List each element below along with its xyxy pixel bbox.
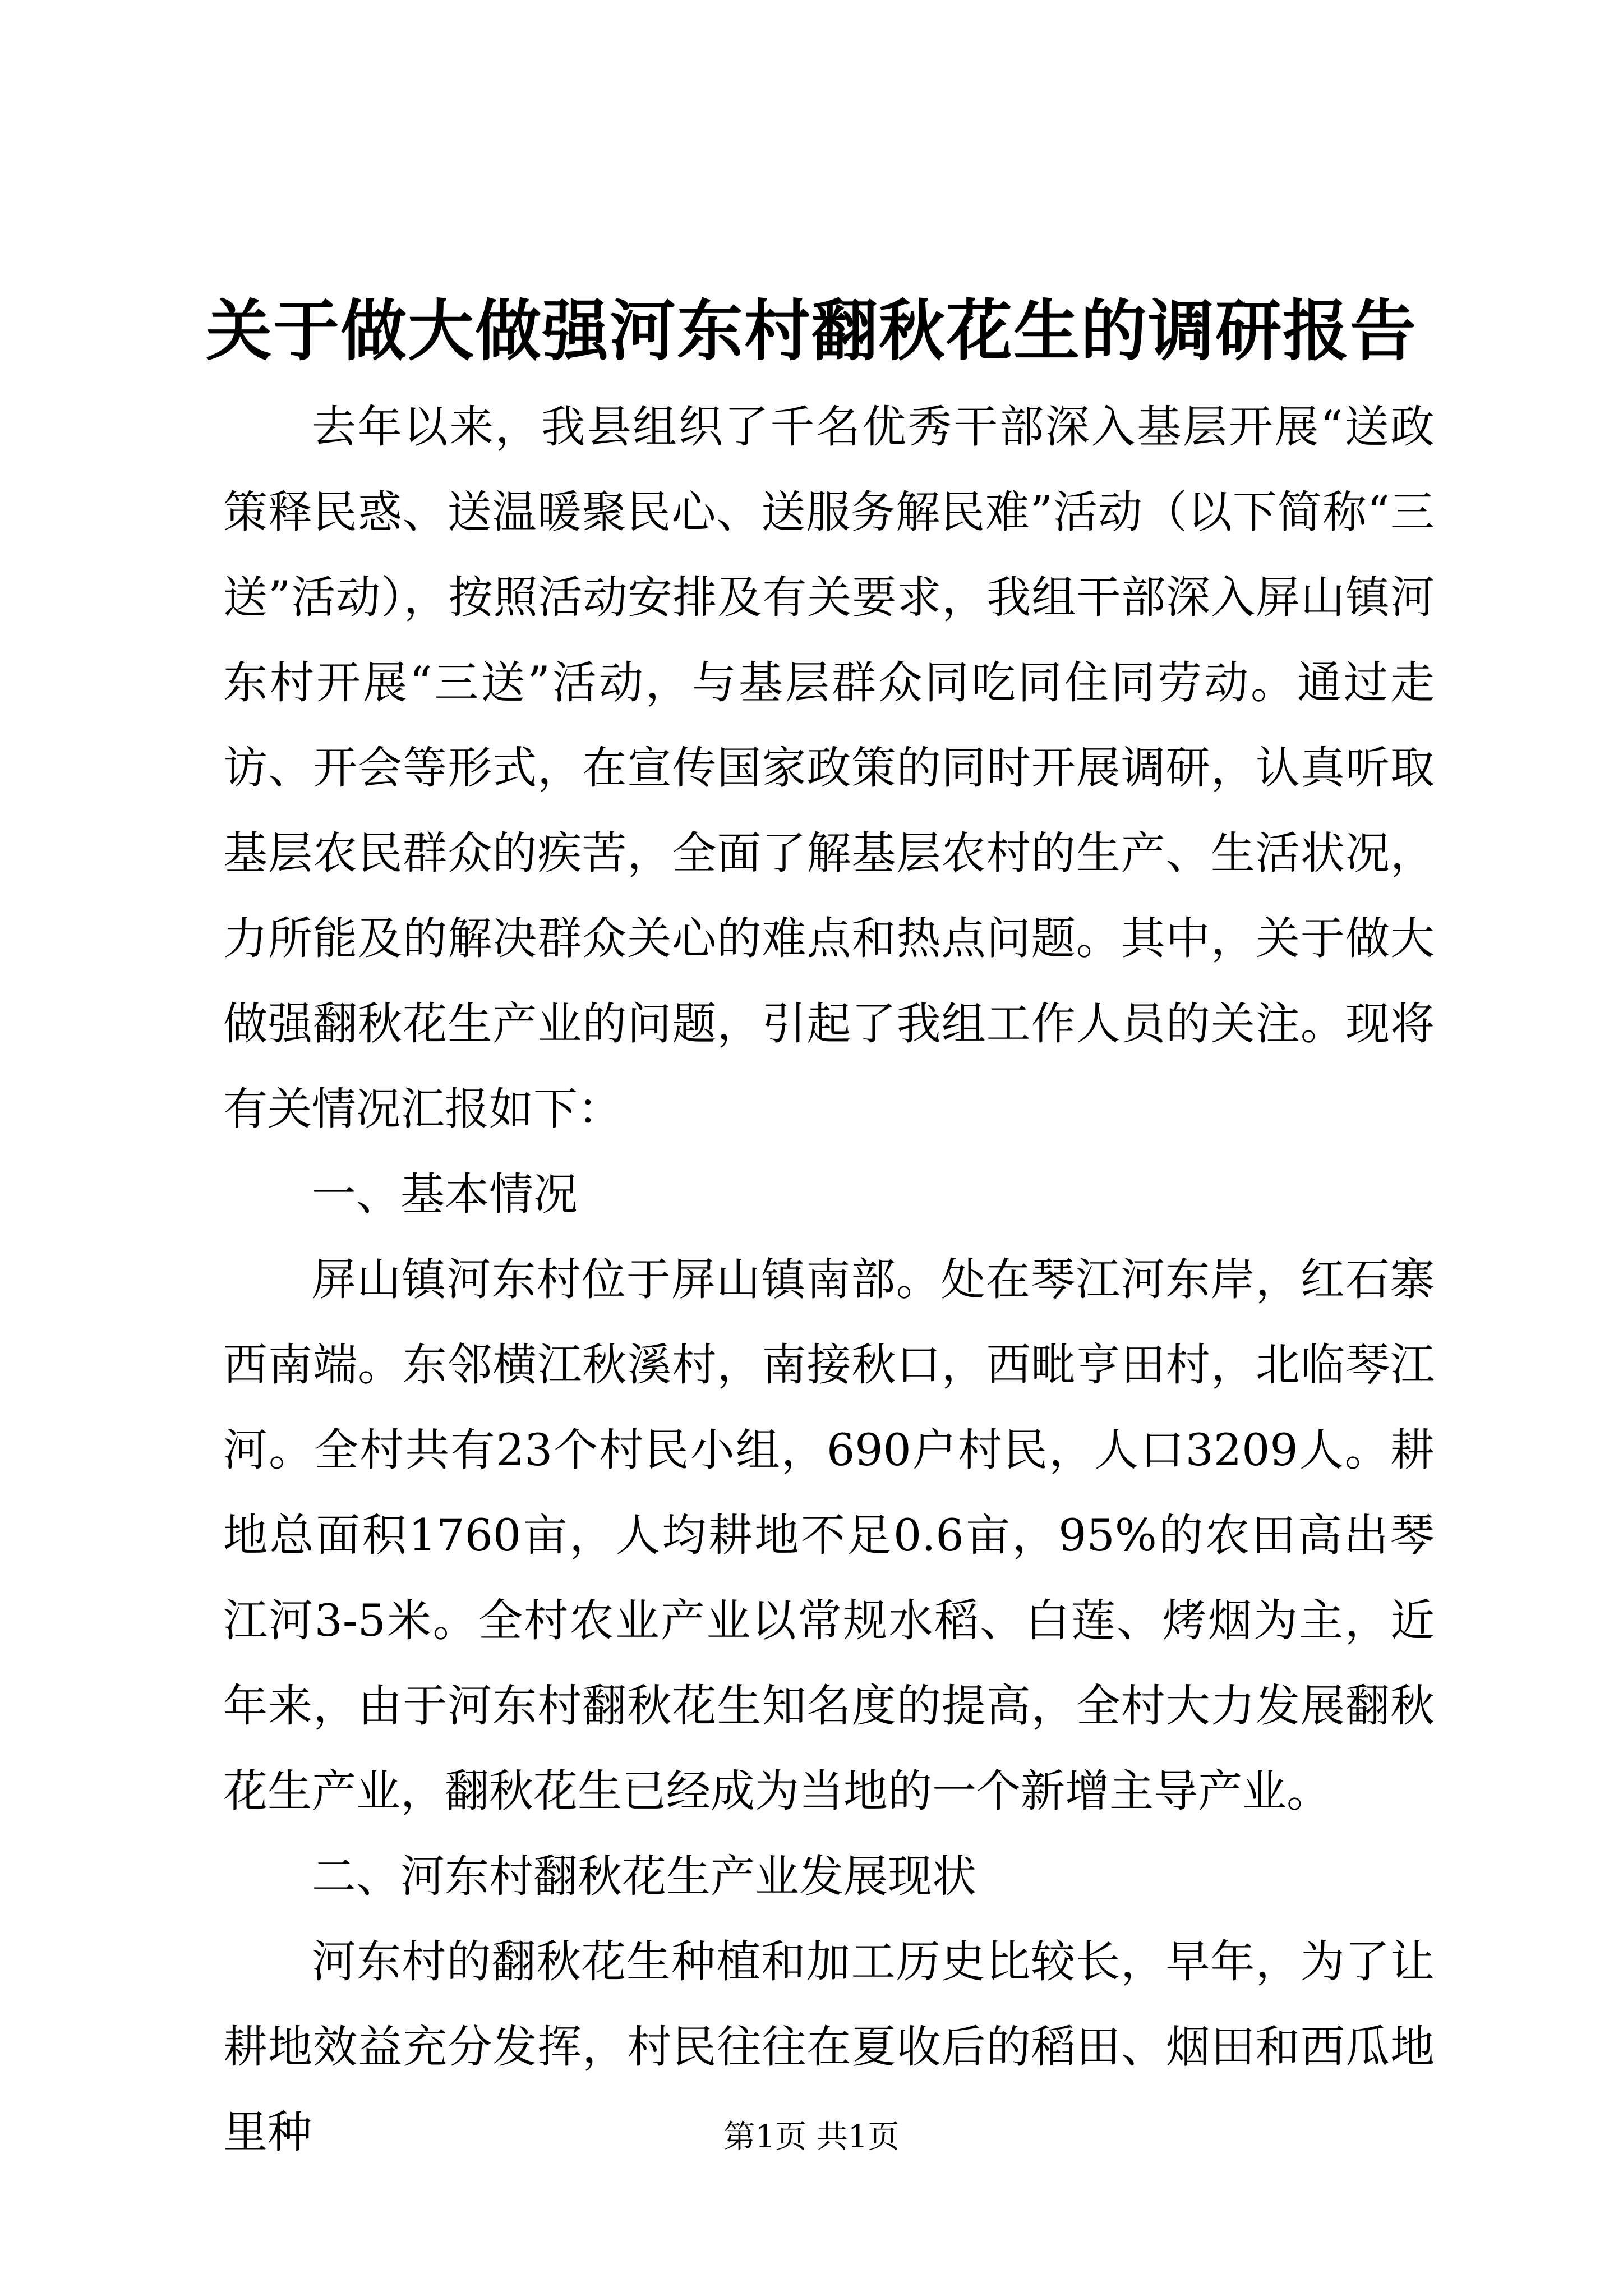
document-body	[223, 384, 1435, 2175]
paragraph-basic-situation: 屏山镇河东村位于屏山镇南部。处在琴江河东岸，红石寨西南端。东邻横江秋溪村，南接秋口，西毗亨田村，北临琴江河。全村共有23个村民小组，690户村民，人口3209人。耕地总面积1760亩，人均耕地不足0.6亩，95%的农田高出琴江河3-5米。全村农业产业以常规水稻、白莲、烤烟为主，近年来，由于河东村翻秋花生知名度的提高，全村大力发展翻秋花生产业，翻秋花生已经成为当地的一个新增主导产业。	[223, 1254, 1435, 1817]
paragraph-intro: 去年以来，我县组织了千名优秀干部深入基层开展“送政策释民惑、送温暖聚民心、送服务解民难”活动（以下简称“三送”活动），按照活动安排及有关要求，我组干部深入屏山镇河东村开展“三送”活动，与基层群众同吃同住同劳动。通过走访、开会等形式，在宣传国家政策的同时开展调研，认真听取基层农民群众的疾苦，全面了解基层农村的生产、生活状况，力所能及的解决群众关心的难点和热点问题。其中，关于做大做强翻秋花生产业的问题，引起了我组工作人员的关注。现将有关情况汇报如下：	[223, 401, 1435, 1135]
page-footer: 第1页 共1页	[723, 2119, 900, 2155]
section-heading-basic-situation: 一、基本情况	[312, 1168, 578, 1220]
paragraph-industry-status: 河东村的翻秋花生种植和加工历史比较长，早年，为了让耕地效益充分发挥，村民往往在夏收后的稻田、烟田和西瓜地里种	[223, 1936, 1435, 2158]
section-heading-industry-status: 二、河东村翻秋花生产业发展现状	[312, 1851, 976, 1902]
document-title: 关于做大做强河东村翻秋花生的调研报告	[205, 292, 1417, 370]
